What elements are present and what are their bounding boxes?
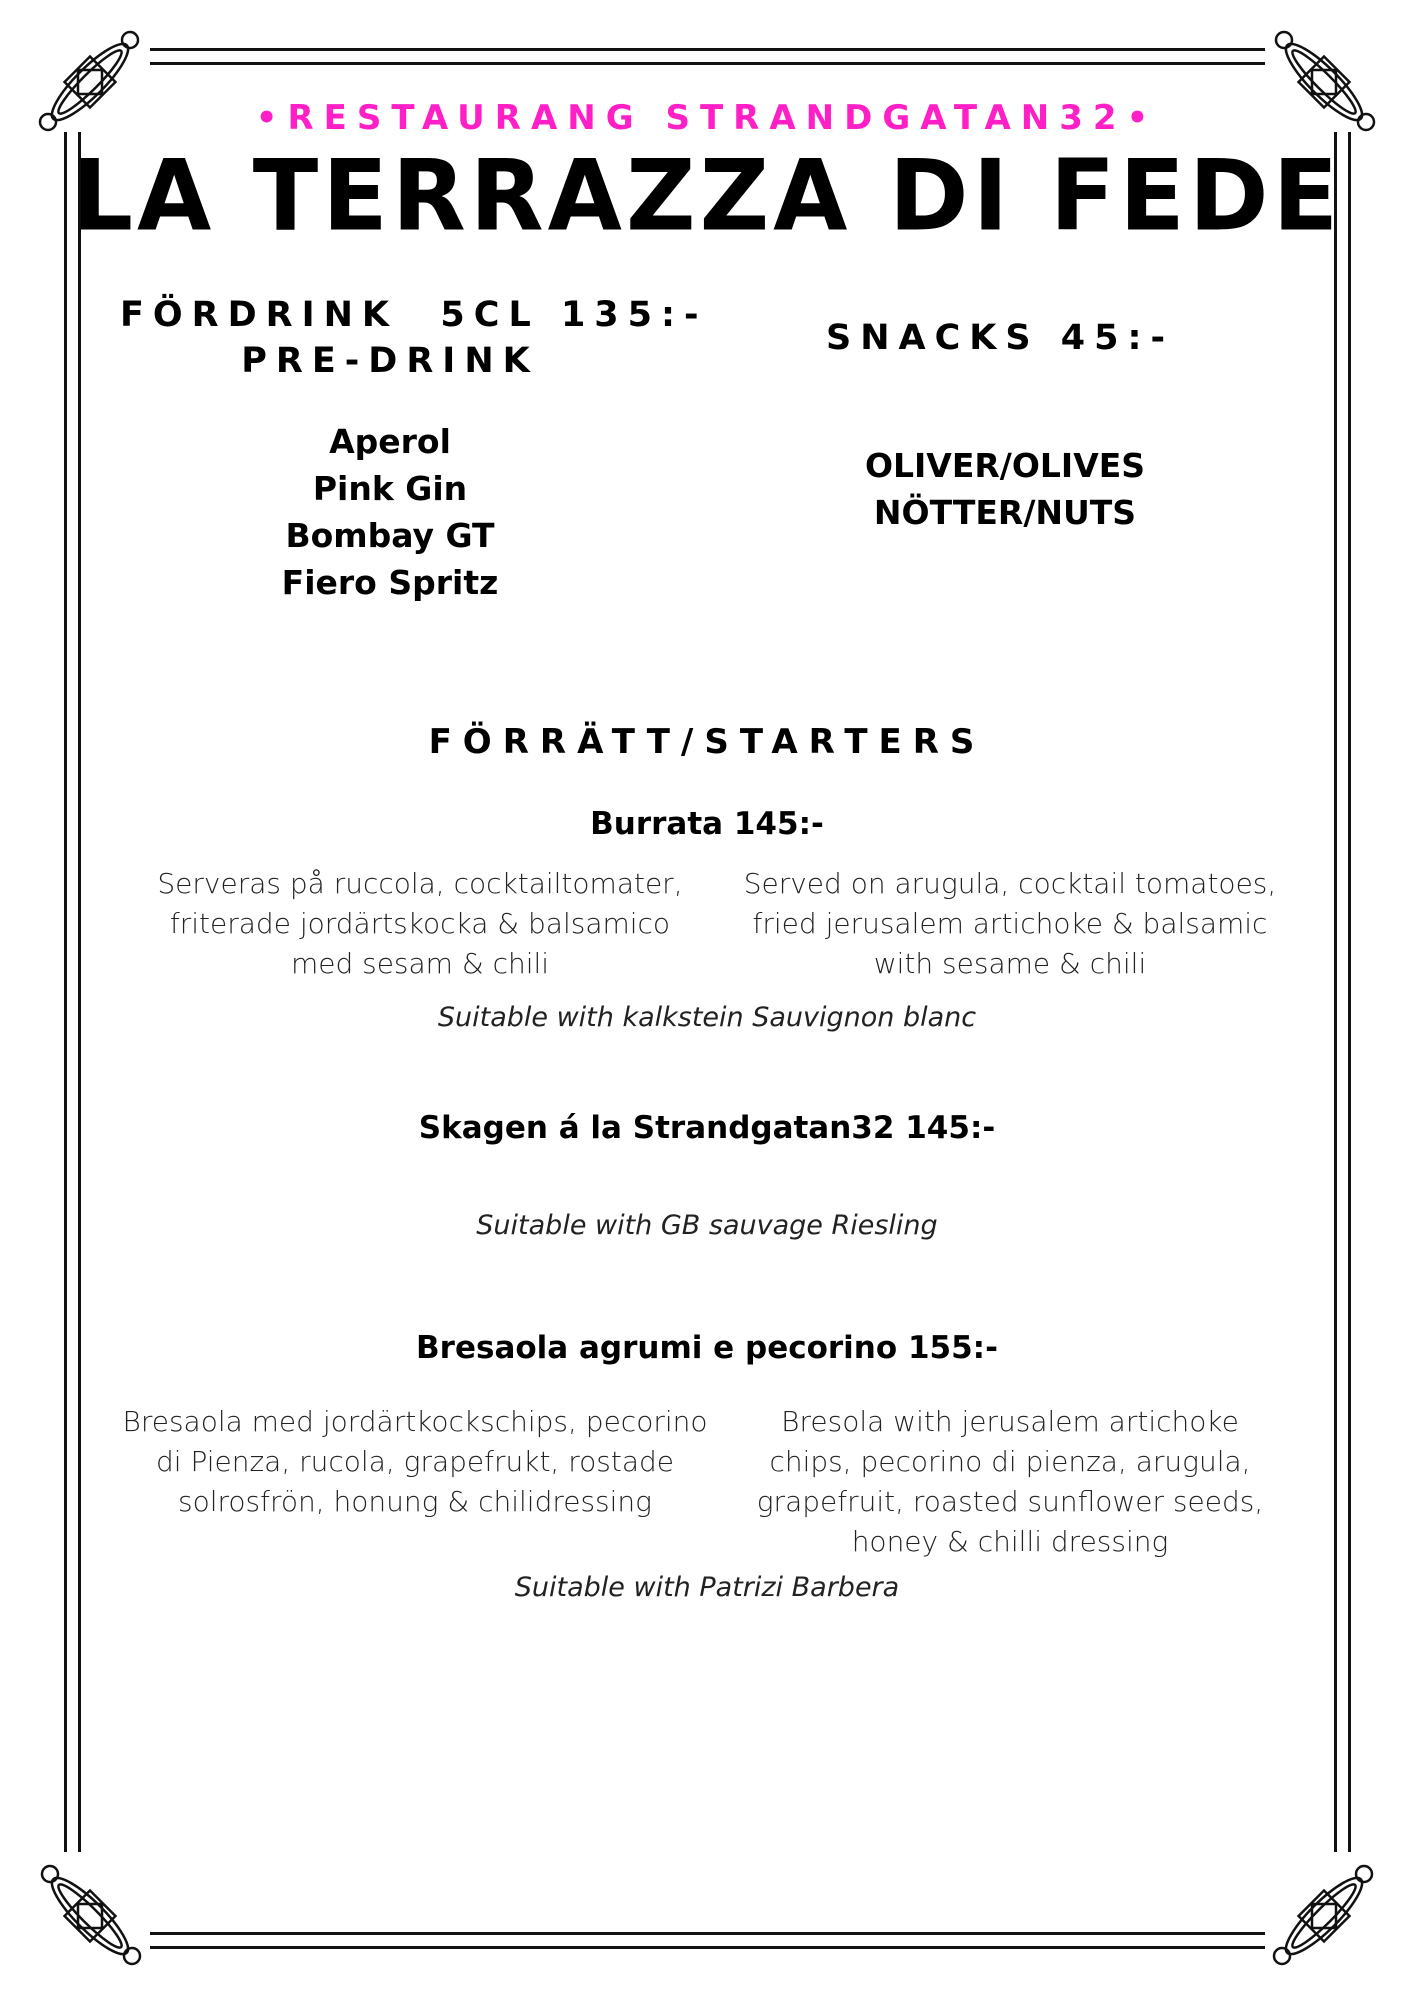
restaurant-name: •RESTAURANG STRANDGATAN32•	[255, 98, 1159, 138]
snacks-heading: SNACKS 45:-	[825, 318, 1175, 358]
dish-description-en: Served on arugula, cocktail tomatoes, fried jerusalem artichoke & balsamic with sesame & chili	[743, 867, 1277, 980]
frame-bottom-inner	[150, 1932, 1265, 1935]
list-item: Aperol	[329, 422, 451, 461]
predrink-heading: FÖRDRINK 5CL 135:-	[120, 295, 708, 335]
snacks-section	[780, 318, 1220, 358]
wine-pairing: Suitable with GB sauvage Riesling	[476, 1210, 938, 1241]
predrink-subheading: PRE-DRINK	[241, 341, 539, 381]
corner-ornament-bottom-left	[30, 1856, 150, 1976]
dish-description-sv: Bresaola med jordärtkockschips, pecorino di Pienza, rucola, grapefrukt, rostade solrosfrön, honung & chilidressing	[122, 1405, 708, 1518]
frame-bottom-outer	[150, 1946, 1265, 1949]
predrink-section	[120, 292, 708, 384]
wine-pairing: Suitable with Patrizi Barbera	[514, 1572, 900, 1603]
corner-ornament-bottom-right	[1264, 1856, 1384, 1976]
list-item: OLIVER/OLIVES	[864, 446, 1146, 485]
dish-name: Burrata 145:-	[590, 806, 824, 842]
dish-description-en: Bresola with jerusalem artichoke chips, pecorino di pienza, arugula, grapefruit, roasted sunflower seeds, honey & chilli dressing	[756, 1405, 1264, 1558]
frame-top-inner	[150, 62, 1265, 65]
starters-heading: FÖRRÄTT/STARTERS	[428, 722, 986, 762]
snacks-list	[800, 442, 1210, 536]
list-item: Bombay GT	[285, 516, 495, 555]
dish-name: Bresaola agrumi e pecorino 155:-	[416, 1330, 998, 1366]
wine-pairing: Suitable with kalkstein Sauvignon blanc	[437, 1002, 977, 1033]
list-item: Pink Gin	[312, 469, 468, 508]
predrink-list	[240, 418, 540, 606]
frame-top-outer	[150, 48, 1265, 51]
dish-name: Skagen á la Strandgatan32 145:-	[418, 1110, 996, 1146]
list-item: Fiero Spritz	[281, 563, 499, 602]
dish-description-sv: Serveras på ruccola, cocktailtomater, friterade jordärtskocka & balsamico med sesam & chili	[157, 867, 683, 980]
menu-title: LA TERRAZZA DI FEDE	[71, 138, 1343, 254]
list-item: NÖTTER/NUTS	[873, 493, 1137, 532]
